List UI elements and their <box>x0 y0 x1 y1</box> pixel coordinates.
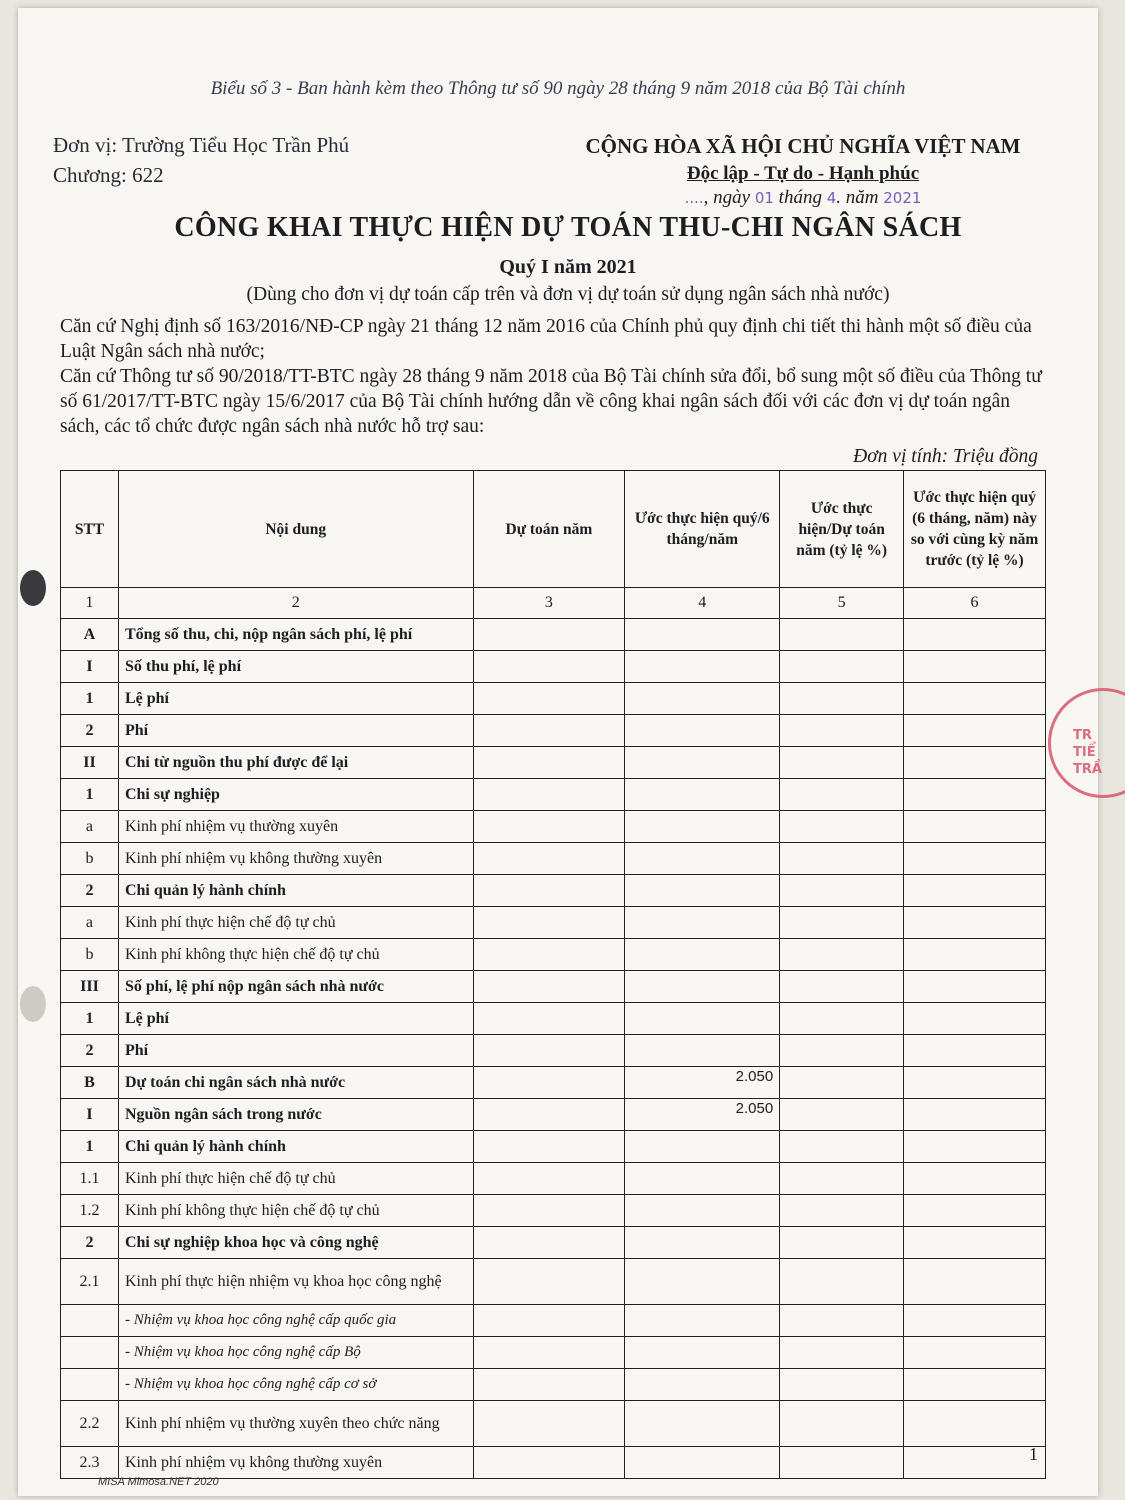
unit-block <box>53 130 349 190</box>
row-content: - Nhiệm vụ khoa học công nghệ cấp cơ sở <box>118 1369 473 1401</box>
row-stt: 1.1 <box>61 1163 119 1195</box>
table-row <box>61 1099 1046 1131</box>
row-annual-estimate <box>473 779 625 811</box>
row-ratio-estimate <box>780 971 904 1003</box>
row-ratio-estimate <box>780 1227 904 1259</box>
row-estimated-execution <box>625 1305 780 1337</box>
row-ratio-prior-year <box>904 1131 1046 1163</box>
budget-table <box>60 470 1046 1479</box>
row-annual-estimate <box>473 1447 625 1479</box>
row-annual-estimate <box>473 683 625 715</box>
column-number: 4 <box>625 588 780 619</box>
row-ratio-estimate <box>780 811 904 843</box>
row-content: Kinh phí thực hiện nhiệm vụ khoa học công nghệ <box>118 1259 473 1305</box>
table-row <box>61 747 1046 779</box>
row-content: Chi quản lý hành chính <box>118 1131 473 1163</box>
header-estimated-execution: Ước thực hiện quý/6 tháng/năm <box>625 471 780 588</box>
row-annual-estimate <box>473 747 625 779</box>
row-stt: a <box>61 907 119 939</box>
header-ratio-prior-year: Ước thực hiện quý (6 tháng, năm) này so với cùng kỳ năm trước (tỷ lệ %) <box>904 471 1046 588</box>
row-ratio-estimate <box>780 715 904 747</box>
row-ratio-prior-year <box>904 1305 1046 1337</box>
row-estimated-execution <box>625 1003 780 1035</box>
row-ratio-prior-year <box>904 1003 1046 1035</box>
row-content: Phí <box>118 715 473 747</box>
row-ratio-estimate <box>780 843 904 875</box>
row-ratio-estimate <box>780 619 904 651</box>
row-ratio-estimate <box>780 1337 904 1369</box>
basis-paragraph: Căn cứ Thông tư số 90/2018/TT-BTC ngày 28 tháng 9 năm 2018 của Bộ Tài chính sửa đổi, bổ sung một số điều của Thông tư số 61/2017/TT-BTC ngày 15/6/2017 của Bộ Tài chính hướng dẫn về công khai ngân sách đối với các đơn vị dự toán ngân sách, các tổ chức được ngân sách nhà nước hỗ trợ sau: <box>60 366 1042 437</box>
row-stt: 1 <box>61 1003 119 1035</box>
nation-title: CỘNG HÒA XÃ HỘI CHỦ NGHĨA VIỆT NAM <box>585 134 1021 158</box>
table-row <box>61 1067 1046 1099</box>
row-estimated-execution <box>625 811 780 843</box>
row-annual-estimate <box>473 971 625 1003</box>
table-row <box>61 1447 1046 1479</box>
row-estimated-execution <box>625 1131 780 1163</box>
table-row <box>61 683 1046 715</box>
row-ratio-prior-year <box>904 683 1046 715</box>
row-content: Kinh phí nhiệm vụ thường xuyên <box>118 811 473 843</box>
row-ratio-estimate <box>780 1195 904 1227</box>
row-ratio-prior-year <box>904 907 1046 939</box>
row-annual-estimate <box>473 1401 625 1447</box>
row-estimated-execution <box>625 1035 780 1067</box>
row-ratio-prior-year <box>904 619 1046 651</box>
row-annual-estimate <box>473 1195 625 1227</box>
table-row <box>61 1035 1046 1067</box>
row-stt <box>61 1305 119 1337</box>
row-ratio-estimate <box>780 1003 904 1035</box>
row-annual-estimate <box>473 1131 625 1163</box>
column-number-row <box>61 588 1046 619</box>
table-row <box>61 651 1046 683</box>
row-estimated-execution <box>625 651 780 683</box>
basis-paragraph: Căn cứ Nghị định số 163/2016/NĐ-CP ngày 21 tháng 12 năm 2016 của Chính phủ quy định chi tiết thi hành một số điều của Luật Ngân sách nhà nước; <box>60 316 1032 362</box>
row-annual-estimate <box>473 1035 625 1067</box>
row-ratio-estimate <box>780 1369 904 1401</box>
handwritten-month: 4 <box>826 189 837 207</box>
row-content: - Nhiệm vụ khoa học công nghệ cấp quốc gia <box>118 1305 473 1337</box>
punch-hole <box>20 986 46 1022</box>
row-ratio-prior-year <box>904 1035 1046 1067</box>
document-page <box>18 8 1102 1496</box>
row-ratio-estimate <box>780 907 904 939</box>
row-ratio-prior-year <box>904 1447 1046 1479</box>
unit-note: Đơn vị tính: Triệu đồng <box>853 446 1038 467</box>
row-stt: 2 <box>61 715 119 747</box>
row-ratio-prior-year <box>904 939 1046 971</box>
row-estimated-execution <box>625 1337 780 1369</box>
row-ratio-estimate <box>780 875 904 907</box>
row-stt: 2.1 <box>61 1259 119 1305</box>
scope-note: (Dùng cho đơn vị dự toán cấp trên và đơn vị dự toán sử dụng ngân sách nhà nước) <box>246 284 890 305</box>
row-ratio-estimate <box>780 1035 904 1067</box>
row-ratio-prior-year <box>904 651 1046 683</box>
row-ratio-prior-year <box>904 1099 1046 1131</box>
row-stt: b <box>61 939 119 971</box>
row-ratio-estimate <box>780 1099 904 1131</box>
row-estimated-execution <box>625 715 780 747</box>
row-ratio-estimate <box>780 1305 904 1337</box>
row-content: Kinh phí nhiệm vụ không thường xuyên <box>118 843 473 875</box>
national-header <box>558 134 1048 209</box>
row-stt <box>61 1369 119 1401</box>
row-estimated-execution <box>625 1369 780 1401</box>
row-ratio-estimate <box>780 1067 904 1099</box>
row-estimated-execution: 2.050 <box>625 1067 780 1099</box>
row-estimated-execution: 2.050 <box>625 1099 780 1131</box>
row-ratio-prior-year <box>904 1337 1046 1369</box>
row-stt <box>61 1337 119 1369</box>
red-seal-stamp: TR TIỂ TRẦ <box>1048 688 1125 798</box>
row-annual-estimate <box>473 651 625 683</box>
row-estimated-execution <box>625 1447 780 1479</box>
row-stt: I <box>61 651 119 683</box>
row-ratio-prior-year <box>904 1067 1046 1099</box>
row-content: Chi từ nguồn thu phí được để lại <box>118 747 473 779</box>
page-number: 1 <box>1029 1444 1038 1464</box>
handwritten-year: 2021 <box>883 189 922 207</box>
row-ratio-prior-year <box>904 811 1046 843</box>
row-ratio-prior-year <box>904 779 1046 811</box>
table-row <box>61 811 1046 843</box>
row-ratio-prior-year <box>904 843 1046 875</box>
row-annual-estimate <box>473 1305 625 1337</box>
row-estimated-execution <box>625 1163 780 1195</box>
table-row <box>61 971 1046 1003</box>
row-estimated-execution <box>625 779 780 811</box>
row-stt: 1 <box>61 1131 119 1163</box>
row-content: - Nhiệm vụ khoa học công nghệ cấp Bộ <box>118 1337 473 1369</box>
row-stt: A <box>61 619 119 651</box>
row-annual-estimate <box>473 907 625 939</box>
unit-chapter: Chương: 622 <box>53 163 164 187</box>
row-ratio-prior-year <box>904 1227 1046 1259</box>
row-stt: 1.2 <box>61 1195 119 1227</box>
row-ratio-prior-year <box>904 1369 1046 1401</box>
row-estimated-execution <box>625 1259 780 1305</box>
row-stt: 2.3 <box>61 1447 119 1479</box>
row-content: Số phí, lệ phí nộp ngân sách nhà nước <box>118 971 473 1003</box>
row-annual-estimate <box>473 1163 625 1195</box>
table-row <box>61 779 1046 811</box>
row-annual-estimate <box>473 843 625 875</box>
row-estimated-execution <box>625 907 780 939</box>
row-stt: B <box>61 1067 119 1099</box>
table-row <box>61 1337 1046 1369</box>
header-ratio-estimate: Ước thực hiện/Dự toán năm (tỷ lệ %) <box>780 471 904 588</box>
row-annual-estimate <box>473 939 625 971</box>
row-annual-estimate <box>473 1337 625 1369</box>
punch-hole <box>20 570 46 606</box>
row-estimated-execution <box>625 971 780 1003</box>
table-row <box>61 1003 1046 1035</box>
row-ratio-prior-year <box>904 875 1046 907</box>
row-estimated-execution <box>625 619 780 651</box>
table-row <box>61 1259 1046 1305</box>
row-annual-estimate <box>473 811 625 843</box>
column-number: 3 <box>473 588 625 619</box>
row-ratio-prior-year <box>904 747 1046 779</box>
table-row <box>61 1195 1046 1227</box>
row-stt: 1 <box>61 683 119 715</box>
table-row <box>61 1131 1046 1163</box>
table-row <box>61 1305 1046 1337</box>
row-estimated-execution <box>625 1227 780 1259</box>
row-stt: 2 <box>61 1227 119 1259</box>
table-row <box>61 1163 1046 1195</box>
row-estimated-execution <box>625 747 780 779</box>
row-annual-estimate <box>473 1067 625 1099</box>
row-ratio-estimate <box>780 1401 904 1447</box>
row-stt: 1 <box>61 779 119 811</box>
document-title: CÔNG KHAI THỰC HIỆN DỰ TOÁN THU-CHI NGÂN SÁCH <box>174 212 962 243</box>
row-ratio-estimate <box>780 651 904 683</box>
row-content: Kinh phí thực hiện chế độ tự chủ <box>118 907 473 939</box>
unit-name: Đơn vị: Trường Tiểu Học Trần Phú <box>53 133 350 157</box>
row-stt: I <box>61 1099 119 1131</box>
table-row <box>61 875 1046 907</box>
row-content: Lệ phí <box>118 683 473 715</box>
row-content: Tổng số thu, chi, nộp ngân sách phí, lệ phí <box>118 619 473 651</box>
period: Quý I năm 2021 <box>499 256 637 278</box>
row-content: Phí <box>118 1035 473 1067</box>
handwritten-day: 01 <box>754 189 774 207</box>
row-content: Kinh phí không thực hiện chế độ tự chủ <box>118 939 473 971</box>
row-content: Dự toán chi ngân sách nhà nước <box>118 1067 473 1099</box>
row-content: Nguồn ngân sách trong nước <box>118 1099 473 1131</box>
row-ratio-prior-year <box>904 1259 1046 1305</box>
row-ratio-prior-year <box>904 1195 1046 1227</box>
table-row <box>61 1401 1046 1447</box>
row-estimated-execution <box>625 875 780 907</box>
row-stt: b <box>61 843 119 875</box>
row-annual-estimate <box>473 1099 625 1131</box>
header-content: Nội dung <box>118 471 473 588</box>
row-annual-estimate <box>473 1259 625 1305</box>
row-ratio-prior-year <box>904 1401 1046 1447</box>
row-annual-estimate <box>473 1227 625 1259</box>
row-ratio-estimate <box>780 1447 904 1479</box>
table-row <box>61 843 1046 875</box>
header-annual-estimate: Dự toán năm <box>473 471 625 588</box>
row-estimated-execution <box>625 1401 780 1447</box>
row-content: Chi sự nghiệp <box>118 779 473 811</box>
table-row <box>61 715 1046 747</box>
row-content: Chi sự nghiệp khoa học và công nghệ <box>118 1227 473 1259</box>
row-estimated-execution <box>625 843 780 875</box>
legal-basis <box>60 314 1050 439</box>
row-ratio-estimate <box>780 1259 904 1305</box>
form-reference: Biểu số 3 - Ban hành kèm theo Thông tư số 90 ngày 28 tháng 9 năm 2018 của Bộ Tài chính <box>210 78 906 99</box>
row-content: Chi quản lý hành chính <box>118 875 473 907</box>
table-row <box>61 939 1046 971</box>
row-content: Lệ phí <box>118 1003 473 1035</box>
row-ratio-estimate <box>780 683 904 715</box>
row-ratio-estimate <box>780 1131 904 1163</box>
row-ratio-estimate <box>780 939 904 971</box>
nation-motto: Độc lập - Tự do - Hạnh phúc <box>686 163 920 184</box>
row-content: Kinh phí thực hiện chế độ tự chủ <box>118 1163 473 1195</box>
table-row <box>61 907 1046 939</box>
row-content: Kinh phí nhiệm vụ thường xuyên theo chức năng <box>118 1401 473 1447</box>
column-number: 5 <box>780 588 904 619</box>
row-annual-estimate <box>473 1369 625 1401</box>
table-row <box>61 1227 1046 1259</box>
handwritten-place: .... <box>684 189 704 207</box>
row-stt: 2 <box>61 875 119 907</box>
row-content: Số thu phí, lệ phí <box>118 651 473 683</box>
row-ratio-estimate <box>780 1163 904 1195</box>
row-annual-estimate <box>473 1003 625 1035</box>
row-content: Kinh phí nhiệm vụ không thường xuyên <box>118 1447 473 1479</box>
row-ratio-prior-year <box>904 1163 1046 1195</box>
row-estimated-execution <box>625 1195 780 1227</box>
row-ratio-prior-year <box>904 971 1046 1003</box>
table-row <box>61 619 1046 651</box>
row-stt: 2 <box>61 1035 119 1067</box>
table-header <box>61 471 1046 588</box>
date-line: ...., ngày 01 tháng 4. năm 2021 <box>684 187 922 208</box>
header-stt: STT <box>61 471 119 588</box>
row-stt: II <box>61 747 119 779</box>
software-footer: MISA Mimosa.NET 2020 <box>98 1476 219 1488</box>
row-annual-estimate <box>473 715 625 747</box>
row-ratio-estimate <box>780 779 904 811</box>
row-annual-estimate <box>473 875 625 907</box>
row-stt: 2.2 <box>61 1401 119 1447</box>
row-ratio-estimate <box>780 747 904 779</box>
row-content: Kinh phí không thực hiện chế độ tự chủ <box>118 1195 473 1227</box>
row-ratio-prior-year <box>904 715 1046 747</box>
row-stt: a <box>61 811 119 843</box>
column-number: 2 <box>118 588 473 619</box>
row-estimated-execution <box>625 939 780 971</box>
column-number: 6 <box>904 588 1046 619</box>
row-annual-estimate <box>473 619 625 651</box>
row-estimated-execution <box>625 683 780 715</box>
column-number: 1 <box>61 588 119 619</box>
row-stt: III <box>61 971 119 1003</box>
table-row <box>61 1369 1046 1401</box>
